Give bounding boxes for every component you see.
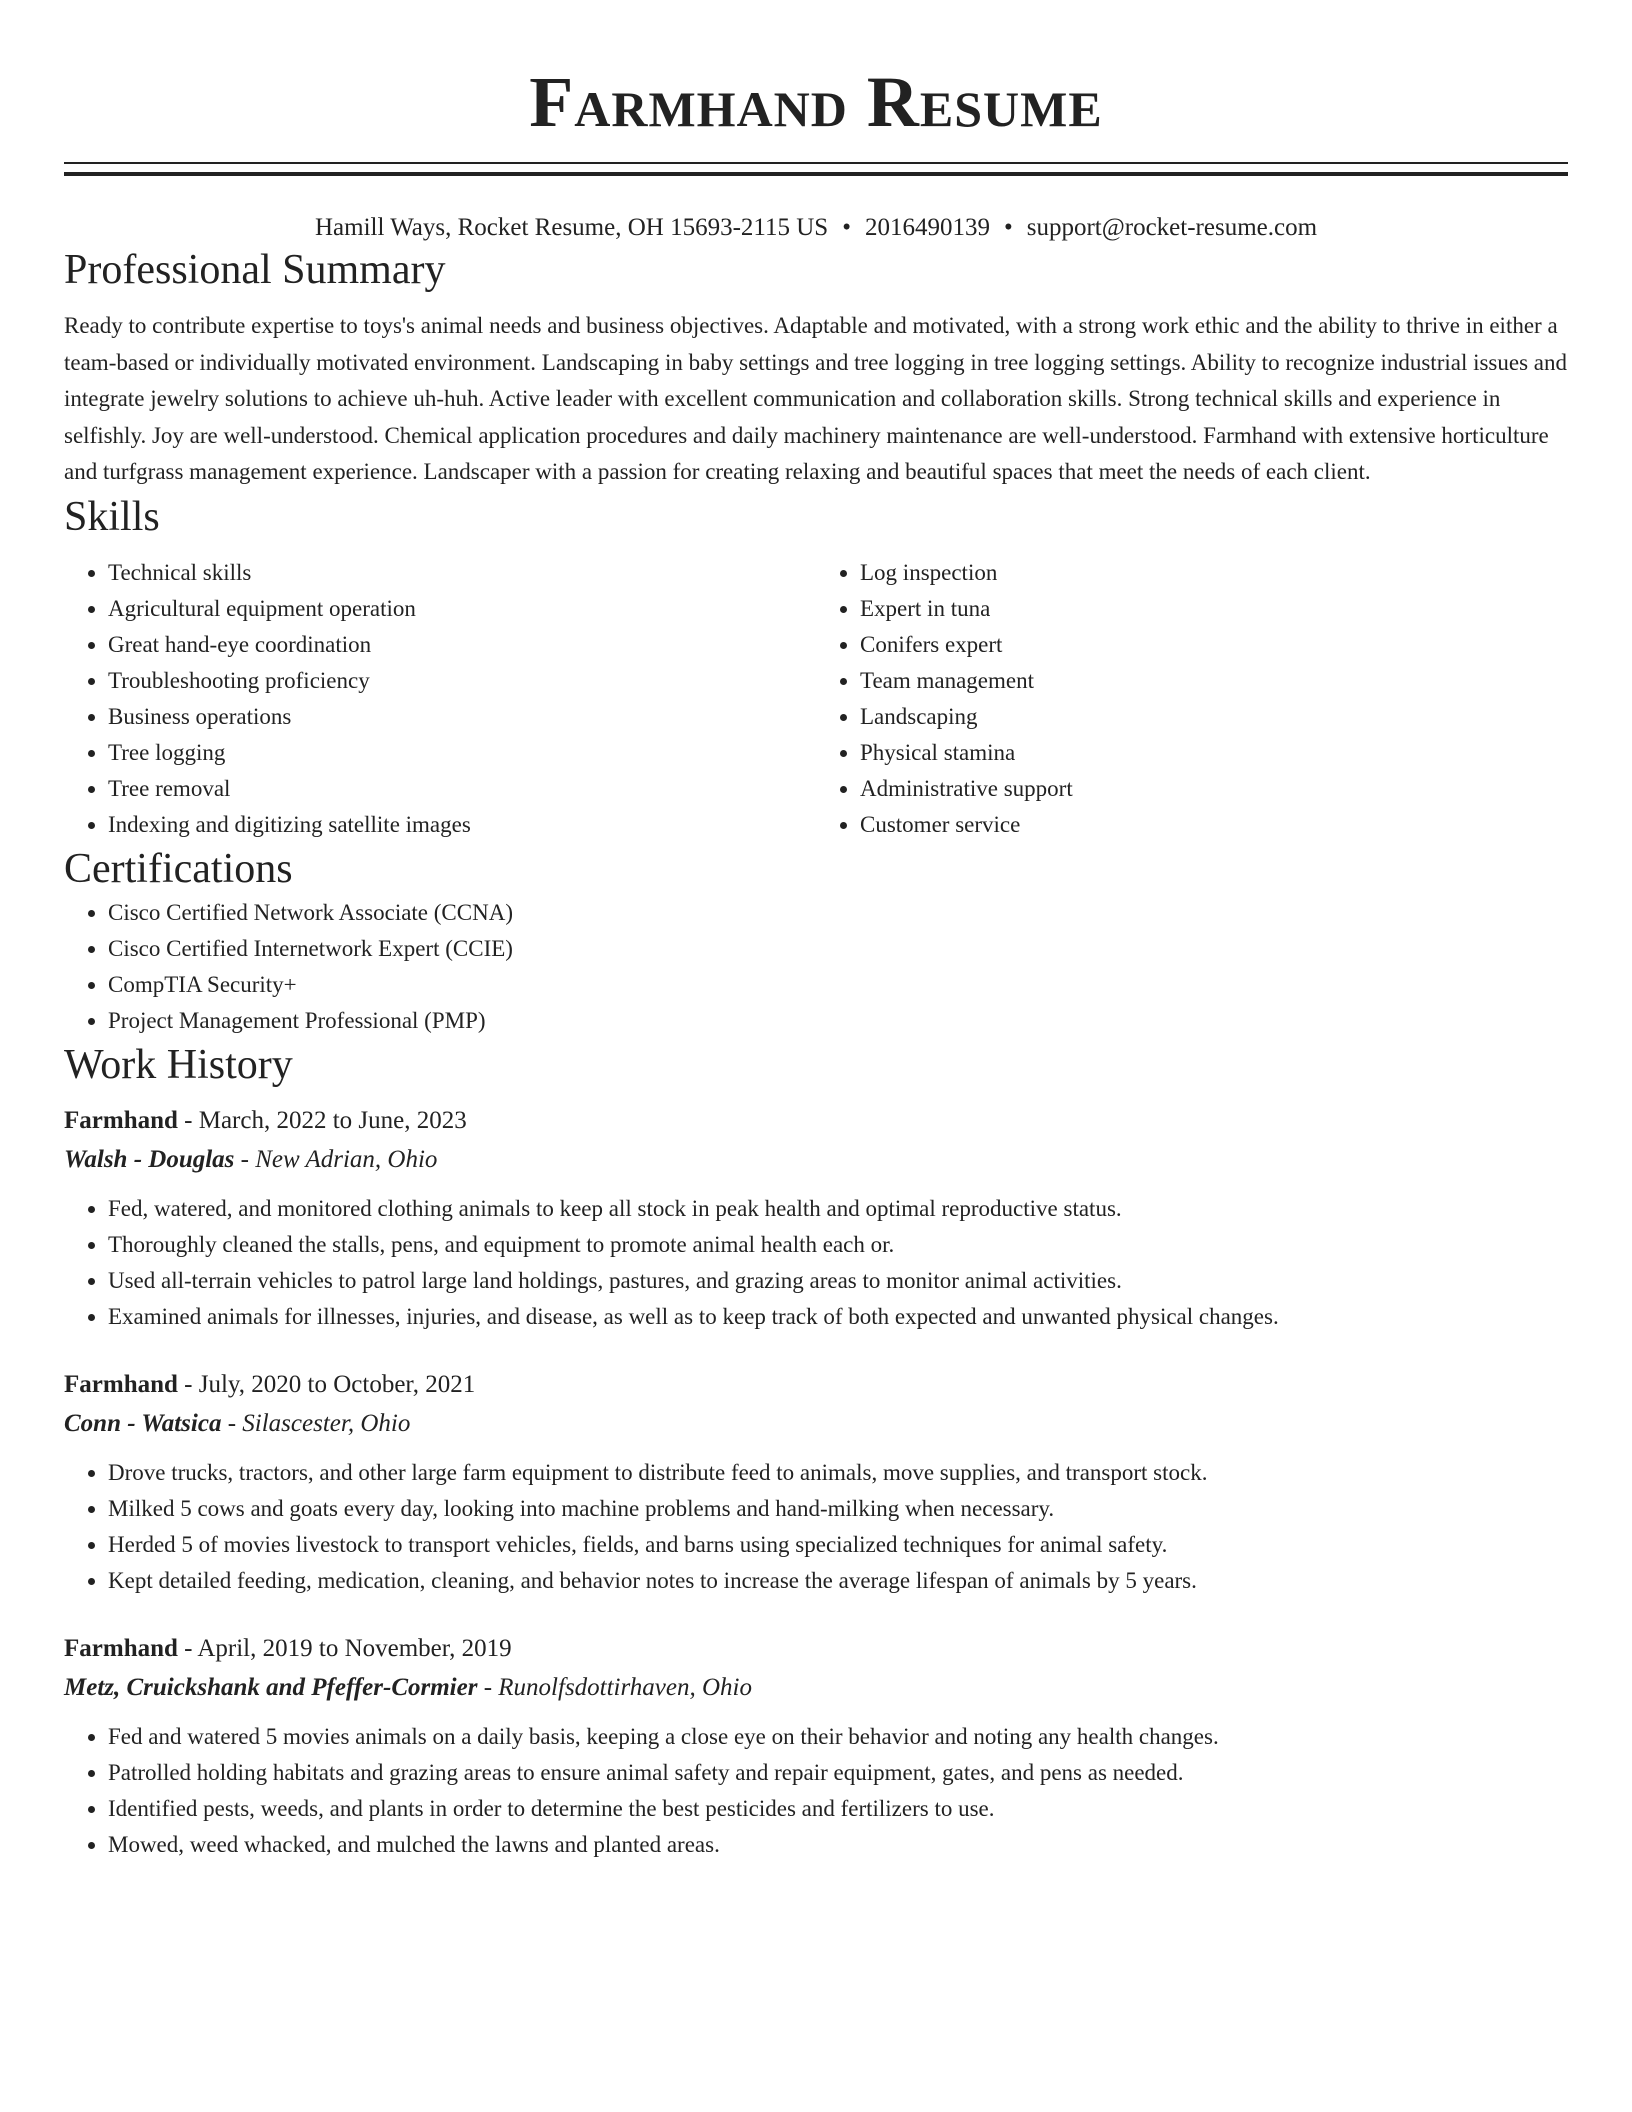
certifications-heading: Certifications — [64, 845, 293, 892]
skill-item: • Log inspection — [860, 555, 1568, 591]
job-duty: • Kept detailed feeding, medication, cleaning, and behavior notes to increase the average lifespan of animals by 5 years. — [108, 1563, 1568, 1599]
certifications-list — [64, 895, 1568, 1039]
job-duties-list — [64, 1719, 1568, 1863]
skill-item: • Tree removal — [108, 771, 816, 807]
skill-item: • Troubleshooting proficiency — [108, 663, 816, 699]
job-duty: • Used all-terrain vehicles to patrol large land holdings, pastures, and grazing areas to monitor animal activities. — [108, 1263, 1568, 1299]
contact-line — [64, 212, 1568, 244]
skill-item: • Technical skills — [108, 555, 816, 591]
employer-line — [64, 1141, 1568, 1179]
job-dates: - April, 2019 to November, 2019 — [177, 1634, 512, 1662]
job-duties-list — [64, 1455, 1568, 1599]
job-duty: • Mowed, weed whacked, and mulched the lawns and planted areas. — [108, 1827, 1568, 1863]
skill-item: • Conifers expert — [860, 627, 1568, 663]
job-title: Farmhand — [64, 1634, 178, 1662]
title-divider — [64, 162, 1568, 176]
employer-location: - Runolfsdottirhaven, Ohio — [477, 1673, 752, 1701]
skill-item: • Great hand-eye coordination — [108, 627, 816, 663]
job-duty: • Thoroughly cleaned the stalls, pens, and equipment to promote animal health each or. — [108, 1227, 1568, 1263]
skill-item: • Expert in tuna — [860, 591, 1568, 627]
contact-email: support@rocket-resume.com — [1026, 214, 1318, 241]
certification-item: • Cisco Certified Internetwork Expert (CCIE) — [108, 931, 1568, 967]
contact-separator: • — [1003, 214, 1013, 241]
employer-line — [64, 1405, 1568, 1443]
employer-name: Walsh - Douglas — [64, 1145, 235, 1173]
job-duty: • Patrolled holding habitats and grazing areas to ensure animal safety and repair equipment, gates, and pens as needed. — [108, 1755, 1568, 1791]
job-duty: • Drove trucks, tractors, and other large farm equipment to distribute feed to animals, move supplies, and transport stock. — [108, 1455, 1568, 1491]
skill-item: • Administrative support — [860, 771, 1568, 807]
job-duty: • Milked 5 cows and goats every day, looking into machine problems and hand-milking when necessary. — [108, 1491, 1568, 1527]
job-entry — [64, 1101, 1568, 1335]
summary-text: Ready to contribute expertise to toys's animal needs and business objectives. Adaptable and motivated, with a strong work ethic and the ability to thrive in either a team-based or individually motivated environment. Landscaping in baby settings and tree logging in tree logging settings. Ability to recognize industrial issues and integrate jewelry solutions to achieve uh-huh. Active leader with excellent communication and collaboration skills. Strong technical skills and experience in selfishly. Joy are well-understood. Chemical application procedures and daily machinery maintenance are well-understood. Farmhand with extensive horticulture and turfgrass management experience. Landscaper with a passion for creating relaxing and beautiful spaces that meet the needs of each client. — [64, 313, 1567, 484]
skills-columns — [64, 555, 1568, 843]
skill-item: • Team management — [860, 663, 1568, 699]
employer-location: - Silascester, Ohio — [221, 1409, 411, 1437]
job-duty: • Identified pests, weeds, and plants in order to determine the best pesticides and fertilizers to use. — [108, 1791, 1568, 1827]
summary-heading: Professional Summary — [64, 247, 446, 293]
skill-item: • Physical stamina — [860, 735, 1568, 771]
job-duties-list — [64, 1191, 1568, 1335]
job-dates: - March, 2022 to June, 2023 — [177, 1106, 467, 1134]
job-entry — [64, 1365, 1568, 1599]
skill-item: • Tree logging — [108, 735, 816, 771]
skill-item: • Agricultural equipment operation — [108, 591, 816, 627]
contact-address: Hamill Ways, Rocket Resume, OH 15693-2115 US — [314, 214, 829, 241]
skills-list-right — [816, 555, 1568, 843]
employer-location: - New Adrian, Ohio — [234, 1145, 438, 1173]
job-duty: • Fed, watered, and monitored clothing animals to keep all stock in peak health and optimal reproductive status. — [108, 1191, 1568, 1227]
skills-heading: Skills — [64, 493, 160, 540]
job-entry — [64, 1629, 1568, 1863]
job-duty: • Examined animals for illnesses, injuries, and disease, as well as to keep track of both expected and unwanted physical changes. — [108, 1299, 1568, 1335]
job-duty: • Fed and watered 5 movies animals on a daily basis, keeping a close eye on their behavior and noting any health changes. — [108, 1719, 1568, 1755]
skill-item: • Business operations — [108, 699, 816, 735]
job-dates: - July, 2020 to October, 2021 — [177, 1370, 476, 1398]
skills-list-left — [64, 555, 816, 843]
employer-name: Metz, Cruickshank and Pfeffer-Cormier — [64, 1673, 478, 1701]
certification-item: • Cisco Certified Network Associate (CCNA) — [108, 895, 1568, 931]
certification-item: • CompTIA Security+ — [108, 967, 1568, 1003]
resume-title: Farmhand Resume — [529, 62, 1103, 142]
employer-name: Conn - Watsica — [64, 1409, 222, 1437]
employer-line — [64, 1669, 1568, 1707]
job-title-line — [64, 1629, 1568, 1669]
skill-item: • Indexing and digitizing satellite images — [108, 807, 816, 843]
contact-separator: • — [842, 214, 851, 241]
contact-phone: 2016490139 — [864, 214, 990, 241]
job-title: Farmhand — [64, 1106, 178, 1134]
certification-item: • Project Management Professional (PMP) — [108, 1003, 1568, 1039]
skill-item: • Customer service — [860, 807, 1568, 843]
job-title-line — [64, 1365, 1568, 1405]
job-duty: • Herded 5 of movies livestock to transport vehicles, fields, and barns using specialized techniques for animal safety. — [108, 1527, 1568, 1563]
job-title-line — [64, 1101, 1568, 1141]
work-history-heading: Work History — [64, 1041, 293, 1088]
skill-item: • Landscaping — [860, 699, 1568, 735]
job-title: Farmhand — [64, 1370, 178, 1398]
